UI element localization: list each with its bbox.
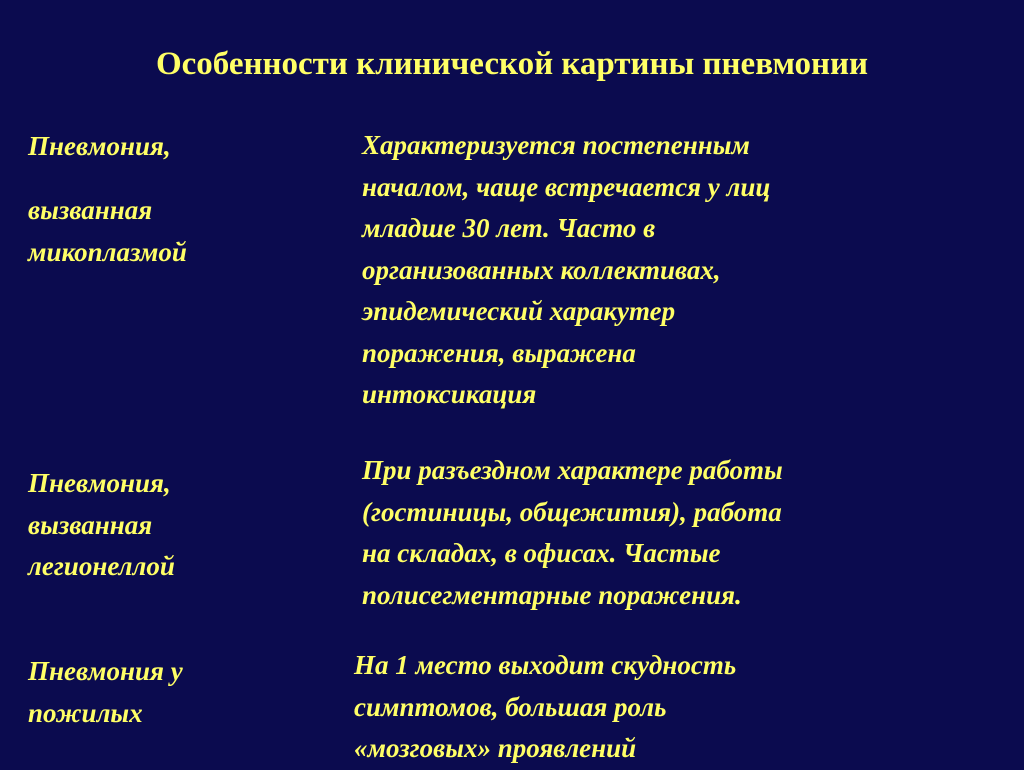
- row-3-term: Пневмония у пожилых: [28, 656, 183, 728]
- row-3-description: На 1 место выходит скудность симптомов, большая роль «мозговых» проявлений: [354, 650, 737, 763]
- row-2-description: При разъездном характере работы (гостиницы, общежития), работа на складах, в офисах. Частые полисегментарные поражения.: [362, 455, 783, 610]
- row-2-term: Пневмония, вызванная легионеллой: [28, 468, 175, 581]
- row-1-description: Характеризуется постепенным началом, чаще встречается у лиц младше 30 лет. Часто в организованных коллективах, эпидемический харакутер поражения, выражена интоксикация: [362, 130, 771, 409]
- slide-title: Особенности клинической картины пневмонии: [155, 46, 869, 82]
- row-1-term-line1: Пневмония,: [28, 131, 171, 161]
- row-1-term-line2: вызванная микоплазмой: [28, 195, 187, 267]
